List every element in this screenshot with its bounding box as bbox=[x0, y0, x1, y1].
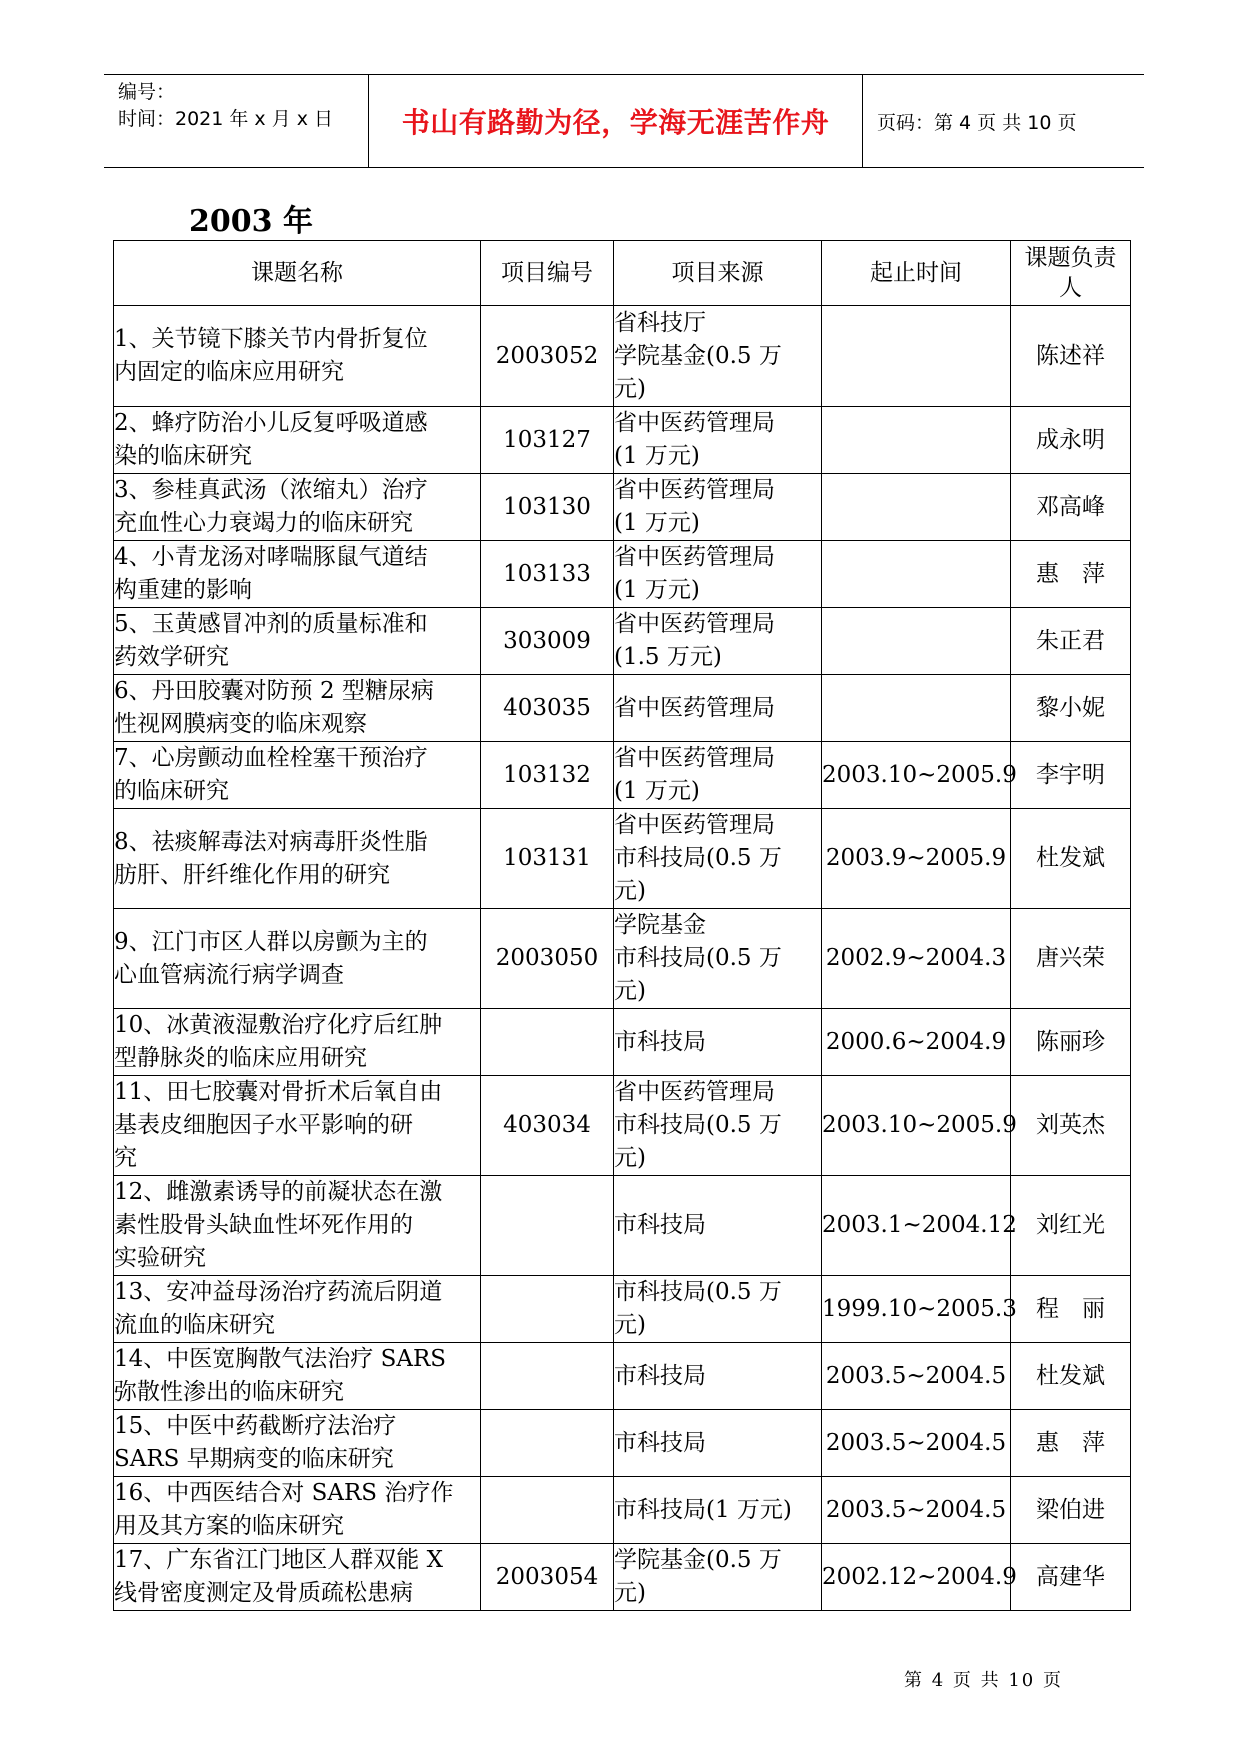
table-row bbox=[114, 742, 1131, 809]
cell-project-name-line: 9、江门市区人群以房颤为主的 bbox=[114, 928, 428, 955]
table-row bbox=[114, 1009, 1131, 1076]
cell-project-name-line: 12、雌激素诱导的前凝状态在激 bbox=[114, 1179, 443, 1205]
cell-project-source bbox=[614, 909, 822, 1009]
cell-project-person: 陈述祥 bbox=[1011, 306, 1131, 407]
cell-project-source bbox=[614, 1477, 822, 1544]
cell-project-source-line: 市科技局(0.5 万 bbox=[614, 1279, 782, 1305]
cell-project-source-line: 市科技局(1 万元) bbox=[614, 1496, 792, 1523]
cell-project-source bbox=[614, 407, 822, 474]
cell-project-period bbox=[822, 306, 1011, 407]
cell-project-code: 103127 bbox=[481, 407, 614, 474]
cell-project-person: 刘红光 bbox=[1011, 1176, 1131, 1276]
cell-project-code: 103133 bbox=[481, 541, 614, 608]
column-header-name: 课题名称 bbox=[114, 241, 481, 306]
cell-project-source-line: 元) bbox=[614, 878, 646, 904]
cell-project-name-line: 16、中西医结合对 SARS 治疗作 bbox=[114, 1480, 454, 1506]
column-header-period: 起止时间 bbox=[822, 241, 1011, 306]
cell-project-name bbox=[114, 608, 481, 675]
cell-project-source-line: 市科技局 bbox=[614, 1028, 706, 1055]
cell-project-source-line: 元) bbox=[614, 1145, 646, 1171]
cell-project-person: 邓高峰 bbox=[1011, 474, 1131, 541]
cell-project-source bbox=[614, 1076, 822, 1176]
cell-project-person: 惠 萍 bbox=[1011, 541, 1131, 608]
cell-project-code bbox=[481, 1477, 614, 1544]
cell-project-code: 403034 bbox=[481, 1076, 614, 1176]
cell-project-period bbox=[822, 608, 1011, 675]
year-heading: 2003 年 bbox=[189, 204, 313, 239]
cell-project-name bbox=[114, 1176, 481, 1276]
cell-project-source-line: 省中医药管理局 bbox=[614, 694, 775, 721]
cell-project-name-line: 用及其方案的临床研究 bbox=[114, 1513, 344, 1539]
cell-project-name-line: 实验研究 bbox=[114, 1245, 206, 1271]
cell-project-name-line: 素性股骨头缺血性坏死作用的 bbox=[114, 1212, 413, 1238]
cell-project-code: 2003054 bbox=[481, 1544, 614, 1611]
table-row bbox=[114, 1544, 1131, 1611]
document-number-label: 编号： bbox=[118, 81, 176, 103]
cell-project-source-line: (1 万元) bbox=[614, 778, 700, 804]
cell-project-source-line: 学院基金 bbox=[614, 912, 706, 938]
table-body bbox=[114, 306, 1131, 1611]
cell-project-name-line: 13、安冲益母汤治疗药流后阴道 bbox=[114, 1279, 443, 1305]
table-row bbox=[114, 809, 1131, 909]
cell-project-code: 103132 bbox=[481, 742, 614, 809]
cell-project-code: 103130 bbox=[481, 474, 614, 541]
header-motto-cell bbox=[369, 75, 863, 167]
cell-project-name-line: 5、玉黄感冒冲剂的质量标准和 bbox=[114, 611, 428, 637]
cell-project-source-line: 市科技局(0.5 万 bbox=[614, 845, 782, 871]
cell-project-name-line: 心血管病流行病学调查 bbox=[114, 961, 344, 988]
cell-project-name-line: 11、田七胶囊对骨折术后氧自由 bbox=[114, 1079, 443, 1105]
cell-project-name-line: 1、关节镜下膝关节内骨折复位 bbox=[114, 326, 428, 352]
cell-project-period: 2003.9~2005.9 bbox=[822, 809, 1011, 909]
document-time-label: 时间：2021 年 x 月 x 日 bbox=[118, 108, 334, 130]
cell-project-person: 李宇明 bbox=[1011, 742, 1131, 809]
cell-project-name-line: 肪肝、肝纤维化作用的研究 bbox=[114, 861, 390, 888]
column-header-person: 课题负责人 bbox=[1011, 241, 1131, 306]
cell-project-source-line: 省中医药管理局 bbox=[614, 410, 775, 436]
cell-project-name bbox=[114, 407, 481, 474]
cell-project-period: 2003.1~2004.12 bbox=[822, 1176, 1011, 1276]
cell-project-source-line: 省中医药管理局 bbox=[614, 477, 775, 503]
cell-project-name-line: 的临床研究 bbox=[114, 778, 229, 804]
cell-project-code: 103131 bbox=[481, 809, 614, 909]
cell-project-code bbox=[481, 1276, 614, 1343]
cell-project-name bbox=[114, 1276, 481, 1343]
cell-project-source-line: 省科技厅 bbox=[614, 309, 706, 336]
cell-project-name-line: 构重建的影响 bbox=[114, 577, 252, 603]
cell-project-code bbox=[481, 1176, 614, 1276]
cell-project-source-line: 元) bbox=[614, 375, 646, 402]
cell-project-name bbox=[114, 1477, 481, 1544]
cell-project-name-line: 基表皮细胞因子水平影响的研 bbox=[114, 1112, 413, 1138]
cell-project-person: 梁伯进 bbox=[1011, 1477, 1131, 1544]
cell-project-source-line: 元) bbox=[614, 1580, 646, 1606]
cell-project-period bbox=[822, 407, 1011, 474]
cell-project-person: 陈丽珍 bbox=[1011, 1009, 1131, 1076]
cell-project-name-line: 流血的临床研究 bbox=[114, 1312, 275, 1338]
cell-project-name-line: 性视网膜病变的临床观察 bbox=[114, 711, 367, 737]
cell-project-person: 唐兴荣 bbox=[1011, 909, 1131, 1009]
cell-project-code bbox=[481, 1343, 614, 1410]
cell-project-source-line: 学院基金(0.5 万 bbox=[614, 1547, 782, 1573]
cell-project-source bbox=[614, 1009, 822, 1076]
cell-project-name-line: 究 bbox=[114, 1145, 137, 1171]
table-row bbox=[114, 909, 1131, 1009]
project-table bbox=[113, 240, 1131, 1611]
cell-project-period: 2002.12~2004.9 bbox=[822, 1544, 1011, 1611]
cell-project-source-line: (1.5 万元) bbox=[614, 644, 722, 670]
cell-project-name bbox=[114, 1343, 481, 1410]
cell-project-person: 惠 萍 bbox=[1011, 1410, 1131, 1477]
cell-project-source-line: 省中医药管理局 bbox=[614, 544, 775, 570]
cell-project-period: 2003.5~2004.5 bbox=[822, 1410, 1011, 1477]
table-row bbox=[114, 474, 1131, 541]
cell-project-source bbox=[614, 742, 822, 809]
cell-project-source-line: 市科技局 bbox=[614, 1212, 706, 1238]
cell-project-name-line: 14、中医宽胸散气法治疗 SARS bbox=[114, 1346, 447, 1372]
cell-project-source bbox=[614, 474, 822, 541]
cell-project-code bbox=[481, 1410, 614, 1477]
cell-project-name-line: 药效学研究 bbox=[114, 644, 229, 670]
cell-project-source bbox=[614, 306, 822, 407]
cell-project-period: 2003.5~2004.5 bbox=[822, 1477, 1011, 1544]
cell-project-name bbox=[114, 1076, 481, 1176]
cell-project-person: 成永明 bbox=[1011, 407, 1131, 474]
cell-project-name-line: 17、广东省江门地区人群双能 X bbox=[114, 1547, 443, 1573]
cell-project-name bbox=[114, 909, 481, 1009]
cell-project-name-line: 弥散性渗出的临床研究 bbox=[114, 1379, 344, 1405]
cell-project-code: 303009 bbox=[481, 608, 614, 675]
page-footer: 第 4 页 共 10 页 bbox=[904, 1670, 1063, 1691]
cell-project-name-line: 15、中医中药截断疗法治疗 bbox=[114, 1413, 397, 1439]
cell-project-source bbox=[614, 1544, 822, 1611]
cell-project-person: 杜发斌 bbox=[1011, 1343, 1131, 1410]
cell-project-source bbox=[614, 809, 822, 909]
cell-project-name-line: 线骨密度测定及骨质疏松患病 bbox=[114, 1580, 413, 1606]
table-row bbox=[114, 675, 1131, 742]
cell-project-source bbox=[614, 1410, 822, 1477]
table-row bbox=[114, 1076, 1131, 1176]
cell-project-person: 朱正君 bbox=[1011, 608, 1131, 675]
cell-project-source-line: 市科技局(0.5 万 bbox=[614, 945, 782, 971]
cell-project-source-line: 元) bbox=[614, 978, 646, 1004]
cell-project-name-line: 内固定的临床应用研究 bbox=[114, 359, 344, 385]
cell-project-name bbox=[114, 1009, 481, 1076]
cell-project-source bbox=[614, 541, 822, 608]
table-row bbox=[114, 407, 1131, 474]
cell-project-source bbox=[614, 1276, 822, 1343]
table-header-row bbox=[114, 241, 1131, 306]
table-row bbox=[114, 1477, 1131, 1544]
cell-project-person: 高建华 bbox=[1011, 1544, 1131, 1611]
cell-project-period: 2003.10~2005.9 bbox=[822, 1076, 1011, 1176]
cell-project-source-line: 省中医药管理局 bbox=[614, 812, 775, 838]
cell-project-source-line: 市科技局(0.5 万 bbox=[614, 1112, 782, 1138]
cell-project-name-line: SARS 早期病变的临床研究 bbox=[114, 1446, 394, 1472]
cell-project-name-line: 10、冰黄液湿敷治疗化疗后红肿 bbox=[114, 1012, 443, 1038]
header-motto: 书山有路勤为径，学海无涯苦作舟 bbox=[401, 106, 830, 139]
cell-project-source-line: (1 万元) bbox=[614, 443, 700, 469]
cell-project-period: 2003.10~2005.9 bbox=[822, 742, 1011, 809]
cell-project-name-line: 染的临床研究 bbox=[114, 443, 252, 469]
cell-project-name-line: 8、祛痰解毒法对病毒肝炎性脂 bbox=[114, 828, 428, 855]
cell-project-name bbox=[114, 675, 481, 742]
cell-project-source-line: 省中医药管理局 bbox=[614, 1079, 775, 1105]
table-row bbox=[114, 1176, 1131, 1276]
cell-project-name-line: 4、小青龙汤对哮喘豚鼠气道结 bbox=[114, 544, 428, 570]
cell-project-name bbox=[114, 1544, 481, 1611]
cell-project-name-line: 2、蜂疗防治小儿反复呼吸道感 bbox=[114, 410, 428, 436]
cell-project-source-line: 省中医药管理局 bbox=[614, 611, 775, 637]
cell-project-person: 杜发斌 bbox=[1011, 809, 1131, 909]
cell-project-name bbox=[114, 541, 481, 608]
cell-project-person: 程 丽 bbox=[1011, 1276, 1131, 1343]
cell-project-name-line: 3、参桂真武汤（浓缩丸）治疗 bbox=[114, 477, 428, 503]
cell-project-period bbox=[822, 541, 1011, 608]
table-row bbox=[114, 1276, 1131, 1343]
cell-project-source-line: 市科技局 bbox=[614, 1429, 706, 1456]
header-page-label: 页码：第 4 页 共 10 页 bbox=[877, 111, 1077, 134]
cell-project-source-line: 学院基金(0.5 万 bbox=[614, 342, 782, 369]
cell-project-person: 刘英杰 bbox=[1011, 1076, 1131, 1176]
table-row bbox=[114, 1343, 1131, 1410]
cell-project-name-line: 6、丹田胶囊对防预 2 型糖尿病 bbox=[114, 678, 434, 704]
cell-project-source-line: (1 万元) bbox=[614, 577, 700, 603]
cell-project-name-line: 7、心房颤动血栓栓塞干预治疗 bbox=[114, 745, 428, 771]
cell-project-person: 黎小妮 bbox=[1011, 675, 1131, 742]
cell-project-source bbox=[614, 675, 822, 742]
cell-project-source-line: 元) bbox=[614, 1312, 646, 1338]
header-meta bbox=[104, 75, 369, 167]
cell-project-period: 2000.6~2004.9 bbox=[822, 1009, 1011, 1076]
cell-project-source-line: 市科技局 bbox=[614, 1362, 706, 1389]
cell-project-source-line: (1 万元) bbox=[614, 510, 700, 536]
page-header bbox=[104, 74, 1144, 168]
cell-project-source bbox=[614, 1176, 822, 1276]
cell-project-code: 2003050 bbox=[481, 909, 614, 1009]
column-header-code: 项目编号 bbox=[481, 241, 614, 306]
column-header-source: 项目来源 bbox=[614, 241, 822, 306]
cell-project-period: 1999.10~2005.3 bbox=[822, 1276, 1011, 1343]
table-row bbox=[114, 541, 1131, 608]
cell-project-name-line: 型静脉炎的临床应用研究 bbox=[114, 1045, 367, 1071]
cell-project-code: 403035 bbox=[481, 675, 614, 742]
cell-project-source bbox=[614, 608, 822, 675]
cell-project-name bbox=[114, 306, 481, 407]
cell-project-name bbox=[114, 1410, 481, 1477]
cell-project-period bbox=[822, 675, 1011, 742]
cell-project-name bbox=[114, 742, 481, 809]
cell-project-code: 2003052 bbox=[481, 306, 614, 407]
table-row bbox=[114, 1410, 1131, 1477]
cell-project-source-line: 省中医药管理局 bbox=[614, 745, 775, 771]
cell-project-code bbox=[481, 1009, 614, 1076]
cell-project-period bbox=[822, 474, 1011, 541]
table-row bbox=[114, 608, 1131, 675]
cell-project-period: 2002.9~2004.3 bbox=[822, 909, 1011, 1009]
cell-project-name bbox=[114, 474, 481, 541]
cell-project-source bbox=[614, 1343, 822, 1410]
cell-project-period: 2003.5~2004.5 bbox=[822, 1343, 1011, 1410]
header-page-info bbox=[863, 75, 1144, 167]
table-row bbox=[114, 306, 1131, 407]
cell-project-name-line: 充血性心力衰竭力的临床研究 bbox=[114, 510, 413, 536]
cell-project-name bbox=[114, 809, 481, 909]
